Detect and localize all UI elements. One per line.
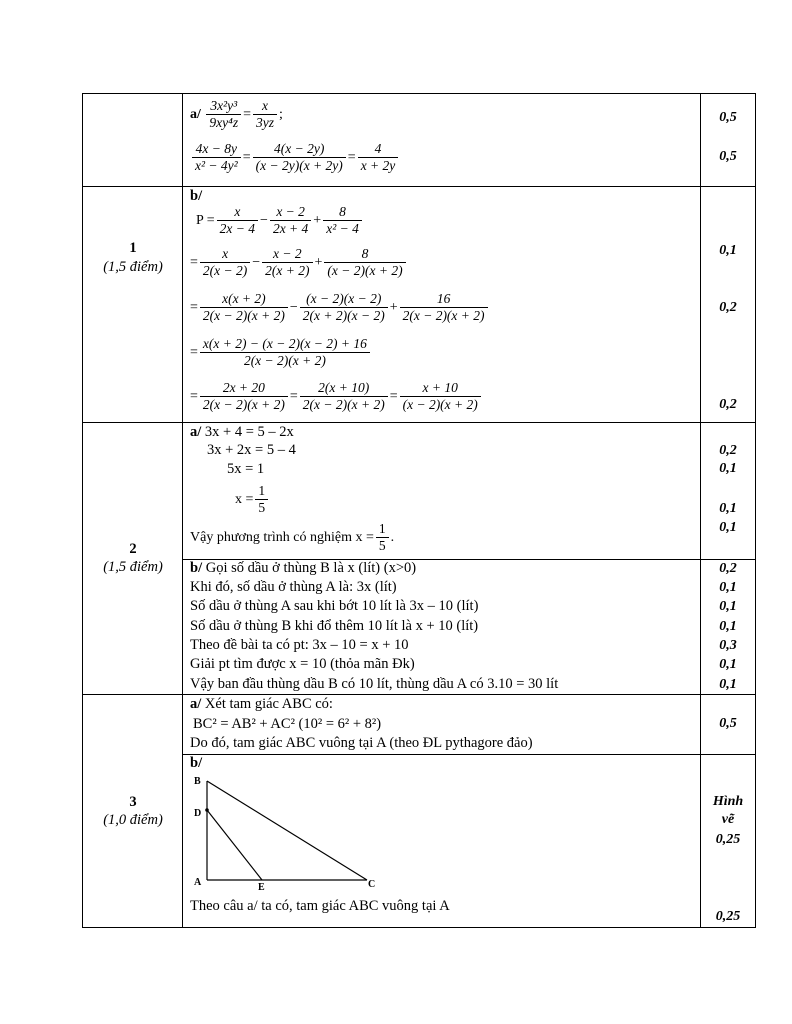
equals-sign: = — [190, 254, 198, 270]
q2-b-line: Giải pt tìm được x = 10 (thỏa mãn Đk) — [190, 656, 415, 672]
fraction-numerator: 1 — [255, 483, 268, 500]
q1-b-label: b/ — [190, 188, 203, 204]
q2-b-line: Số dầu ở thùng A sau khi bớt 10 lít là 3x – 10 (lít) — [190, 598, 479, 614]
divider-q3a-q3b — [182, 754, 755, 755]
q1-b-line4 — [190, 336, 372, 369]
fraction-denominator: (x − 2)(x + 2) — [327, 263, 403, 278]
label-d: D — [194, 808, 202, 819]
p-label: P = — [196, 212, 215, 228]
fraction-denominator: 2(x − 2)(x + 2) — [402, 308, 485, 323]
q2-a-solution-line — [235, 483, 270, 516]
fraction-numerator: (x − 2)(x − 2) — [300, 291, 388, 308]
answer-table — [82, 93, 756, 928]
equals-sign: = — [243, 106, 251, 122]
q2-b-line — [190, 560, 416, 577]
fraction-numerator: 2(x + 10) — [300, 380, 388, 397]
fraction-numerator: x − 2 — [262, 246, 312, 263]
fraction-denominator: (x − 2)(x + 2) — [402, 397, 478, 412]
fraction-numerator: 16 — [400, 291, 488, 308]
q1-b-line5 — [190, 380, 483, 413]
q2-b-score: 0,1 — [719, 599, 737, 614]
fraction-denominator: 2x + 4 — [272, 221, 309, 236]
fraction-numerator: x − 2 — [270, 204, 311, 221]
divider-q2-q3 — [83, 694, 755, 695]
fraction-denominator: 2(x − 2)(x + 2) — [202, 308, 285, 323]
q2-a-line — [190, 424, 294, 441]
equation-line: 3x + 2x = 5 – 4 — [207, 442, 296, 458]
plus-sign: + — [314, 254, 323, 270]
period: . — [390, 529, 395, 545]
equation-line: x = — [235, 491, 254, 507]
q3-a-label: a/ — [190, 696, 202, 712]
q1-score: 0,1 — [719, 243, 737, 258]
q1-a-label: a/ — [190, 106, 201, 122]
minus-sign: − — [260, 212, 268, 228]
equals-sign: = — [242, 149, 251, 165]
q3-a-line: BC² = AB² + AC² (10² = 6² + 8²) — [193, 716, 382, 732]
q3-b-text: Theo câu a/ ta có, tam giác ABC vuông tại A — [190, 898, 450, 914]
fraction-numerator: x — [217, 204, 258, 221]
q2-points: (1,5 điểm) — [103, 559, 163, 575]
plus-sign: + — [389, 299, 398, 315]
fraction-numerator: 3x²y³ — [206, 98, 241, 115]
q3-a-line — [190, 696, 333, 713]
fraction-denominator: 9xy⁴z — [209, 115, 239, 130]
equals-sign: = — [347, 149, 356, 165]
q3-b-score: 0,25 — [715, 909, 741, 924]
fraction-denominator: 2(x + 2) — [265, 263, 310, 278]
q1-a-line2 — [190, 141, 400, 174]
q3-b-score: 0,25 — [715, 832, 741, 847]
minus-sign: − — [289, 299, 298, 315]
q2-a-score: 0,1 — [719, 501, 737, 516]
point-d — [205, 808, 209, 812]
fraction-denominator: x² − 4y² — [195, 158, 238, 173]
triangle-figure — [190, 772, 390, 894]
q3-a-line: Do đó, tam giác ABC vuông tại A (theo ĐL pythagore đảo) — [190, 735, 533, 751]
minus-sign: − — [252, 254, 261, 270]
q1-a-line1 — [190, 98, 283, 131]
text-line: Gọi số dầu ở thùng B là x (lít) (x>0) — [202, 560, 417, 576]
equals-sign: = — [190, 299, 198, 315]
semicolon: ; — [278, 106, 283, 122]
q2-a-label: a/ — [190, 424, 202, 440]
q2-b-score: 0,2 — [719, 561, 737, 576]
q2-b-line: Số dầu ở thùng B khi đổ thêm 10 lít là x + 10 (lít) — [190, 618, 479, 634]
equation-line: 5x = 1 — [227, 461, 265, 477]
fraction-denominator: 2(x − 2)(x + 2) — [243, 353, 326, 368]
equals-sign: = — [289, 388, 298, 404]
fraction-denominator: 2(x − 2)(x + 2) — [202, 397, 285, 412]
q3-number: 3 — [129, 794, 137, 810]
q1-score: 0,2 — [719, 397, 737, 412]
fraction-numerator: 2x + 20 — [200, 380, 288, 397]
label-b: B — [194, 776, 201, 787]
label-c: C — [368, 879, 376, 890]
fraction-numerator: 1 — [376, 521, 389, 538]
segment-de — [207, 810, 262, 880]
q2-b-score: 0,1 — [719, 677, 737, 692]
fraction-denominator: x + 2y — [360, 158, 396, 173]
q2-b-line: Khi đó, số dầu ở thùng A là: 3x (lít) — [190, 579, 397, 595]
divider-q1-q2 — [83, 422, 755, 423]
fraction-numerator: x(x + 2) — [200, 291, 288, 308]
fraction-numerator: x + 10 — [400, 380, 481, 397]
q2-a-conclusion — [190, 521, 394, 554]
fraction-numerator: x(x + 2) − (x − 2)(x − 2) + 16 — [200, 336, 370, 353]
q2-b-score: 0,1 — [719, 657, 737, 672]
fraction-numerator: 4 — [358, 141, 399, 158]
fraction-denominator: 2(x − 2) — [202, 263, 248, 278]
q2-b-line: Vậy ban đầu thùng dầu B có 10 lít, thùng dầu A có 3.10 = 30 lít — [190, 676, 559, 692]
fraction-denominator: 2(x − 2)(x + 2) — [302, 397, 385, 412]
fraction-denominator: 5 — [378, 538, 386, 553]
fraction-numerator: x — [253, 98, 277, 115]
q1-score: 0,5 — [719, 110, 737, 125]
fraction-numerator: 8 — [323, 204, 362, 221]
divider-q1a-q1b-full — [83, 186, 755, 187]
q3-b-label: b/ — [190, 755, 203, 771]
q2-b-score: 0,3 — [719, 638, 737, 653]
fraction-numerator: 8 — [324, 246, 405, 263]
q2-a-score: 0,1 — [719, 461, 737, 476]
q2-number: 2 — [129, 541, 137, 557]
conclusion-text: Vậy phương trình có nghiệm x = — [190, 529, 374, 545]
q2-b-label: b/ — [190, 560, 203, 576]
fraction-denominator: 3yz — [255, 115, 274, 130]
fraction-denominator: 2(x + 2)(x − 2) — [302, 308, 385, 323]
equals-sign: = — [389, 388, 398, 404]
plus-sign: + — [313, 212, 322, 228]
fraction-numerator: 4x − 8y — [192, 141, 241, 158]
q3-b-score: vẽ — [721, 812, 735, 827]
side-bc — [207, 781, 367, 880]
q1-b-line1 — [196, 204, 364, 237]
fraction-numerator: 4(x − 2y) — [253, 141, 346, 158]
q2-b-line: Theo đề bài ta có pt: 3x – 10 = x + 10 — [190, 637, 409, 653]
q1-points: (1,5 điểm) — [103, 259, 163, 275]
q2-a-score: 0,2 — [719, 443, 737, 458]
fraction-denominator: 5 — [258, 500, 266, 515]
q3-a-score: 0,5 — [719, 716, 737, 731]
equals-sign: = — [190, 344, 198, 360]
q1-score: 0,5 — [719, 149, 737, 164]
label-e: E — [258, 882, 265, 893]
equals-sign: = — [190, 388, 198, 404]
fraction-numerator: x — [200, 246, 250, 263]
q3-b-score: Hình — [712, 794, 744, 809]
fraction-denominator: (x − 2y)(x + 2y) — [255, 158, 343, 173]
fraction-denominator: x² − 4 — [326, 221, 359, 236]
q3-points: (1,0 điểm) — [103, 812, 163, 828]
q1-b-line3 — [190, 291, 490, 324]
q1-number: 1 — [129, 240, 137, 256]
fraction-denominator: 2x − 4 — [219, 221, 256, 236]
text-line: Xét tam giác ABC có: — [201, 696, 333, 712]
q1-b-line2 — [190, 246, 408, 279]
q2-b-score: 0,1 — [719, 619, 737, 634]
label-a: A — [194, 877, 202, 888]
q2-a-score: 0,1 — [719, 520, 737, 535]
q1-score: 0,2 — [719, 300, 737, 315]
q2-b-score: 0,1 — [719, 580, 737, 595]
equation-line: 3x + 4 = 5 – 2x — [204, 424, 294, 440]
